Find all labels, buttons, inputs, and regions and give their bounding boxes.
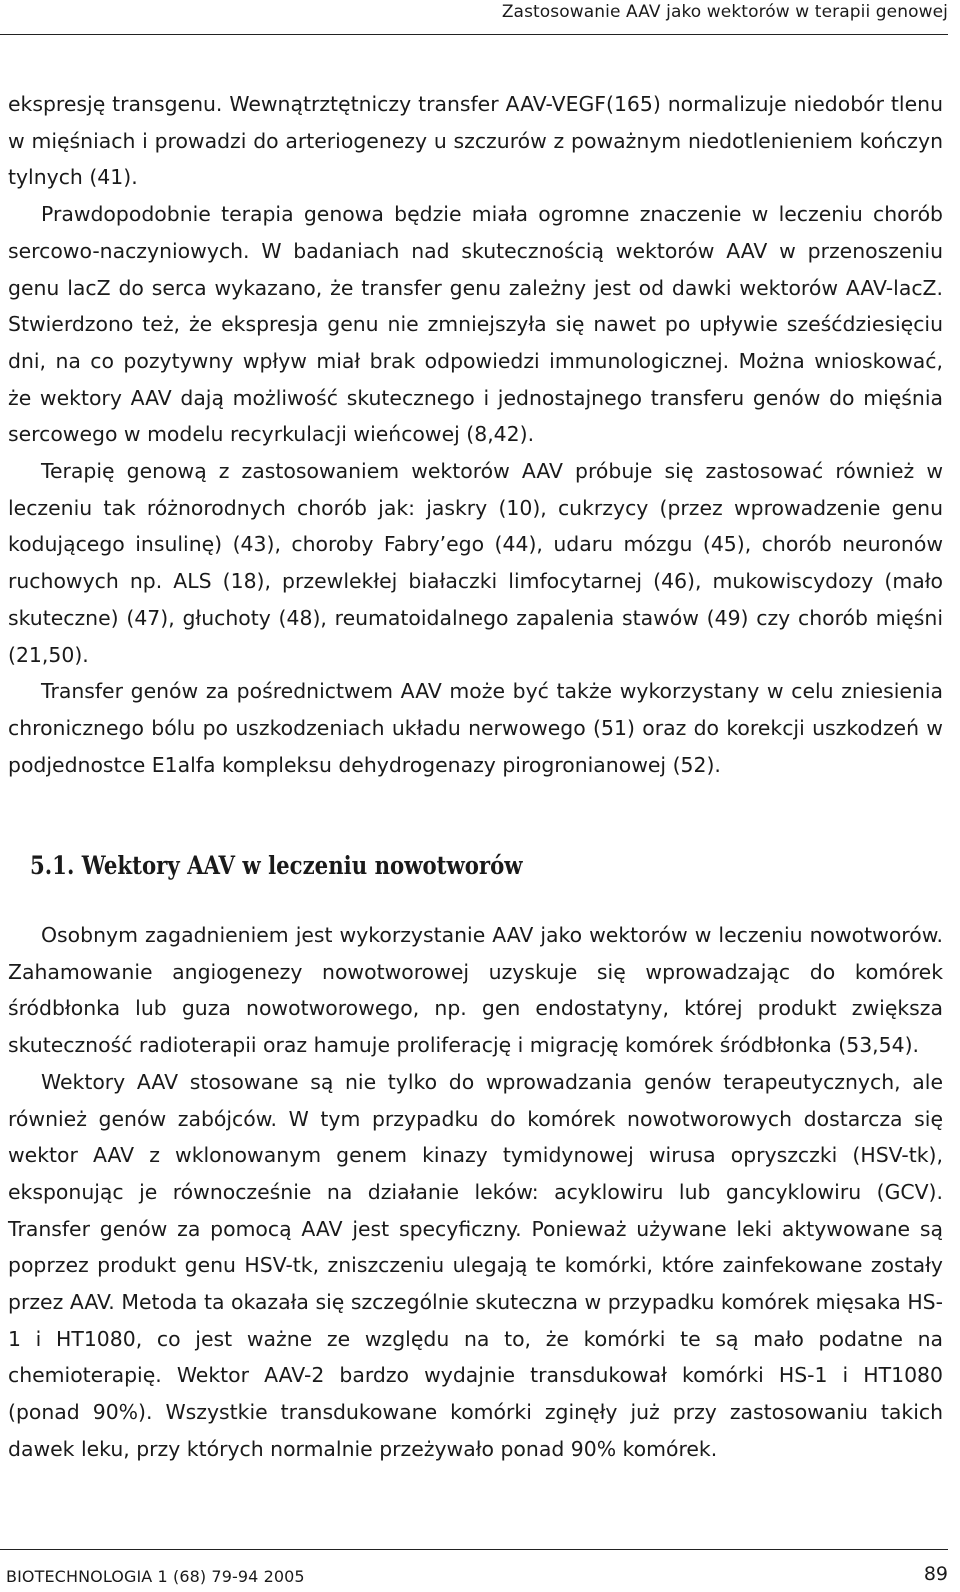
- header-rule: [0, 34, 948, 35]
- paragraph: Terapię genową z zastosowaniem wektorów AAV próbuje się zastosować również w leczeniu tak różnorodnych chorób jak: jaskry (10), cukrzycy (przez wprowadzenie genu kodującego insulinę) (43), choroby Fabry’ego (44), udaru mózgu (45), chorób neuronów ruchowych np. ALS (18), przewlekłej białaczki limfocytarnej (46), mukowiscydozy (mało skuteczne) (47), głuchoty (48), reumatoidalnego zapalenia stawów (49) czy chorób mięśni (21,50).: [8, 459, 943, 667]
- body-text-top: [8, 86, 943, 783]
- paragraph: Transfer genów za pośrednictwem AAV może być także wykorzystany w celu zniesienia chronicznego bólu po uszkodzeniach układu nerwowego (51) oraz do korekcji uszkodzeń w podjednostce E1alfa kompleksu dehydrogenazy pirogronianowej (52).: [8, 679, 943, 777]
- journal-citation: BIOTECHNOLOGIA 1 (68) 79-94 2005: [6, 1567, 305, 1586]
- paragraph: Osobnym zagadnieniem jest wykorzystanie AAV jako wektorów w leczeniu nowotworów. Zahamowanie angiogenezy nowotworowej uzyskuje się wprowadzając do komórek śródbłonka lub guza nowotworowego, np. gen endostatyny, której produkt zwiększa skuteczność radioterapii oraz hamuje proliferację i migrację komórek śródbłonka (53,54).: [8, 923, 943, 1058]
- section-heading: 5.1. Wektory AAV w leczeniu nowotworów: [30, 851, 523, 880]
- paragraph: ekspresję transgenu. Wewnątrztętniczy transfer AAV-VEGF(165) normalizuje niedobór tlenu w mięśniach i prowadzi do arteriogenezy u szczurów z poważnym niedotlenieniem kończyn tylnych (41).: [8, 92, 943, 190]
- paragraph: Prawdopodobnie terapia genowa będzie miała ogromne znaczenie w leczeniu chorób sercowo-naczyniowych. W badaniach nad skutecznością wektorów AAV w przenoszeniu genu lacZ do serca wykazano, że transfer genu zależny jest od dawki wektorów AAV-lacZ. Stwierdzono też, że ekspresja genu nie zmniejszyła się nawet po upływie sześćdziesięciu dni, na co pozytywny wpływ miał brak odpowiedzi immunologicznej. Można wnioskować, że wektory AAV dają możliwość skutecznego i jednostajnego transferu genów do mięśnia sercowego w modelu recyrkulacji wieńcowej (8,42).: [8, 202, 943, 447]
- page-number: 89: [923, 1563, 948, 1585]
- running-header: Zastosowanie AAV jako wektorów w terapii genowej: [501, 2, 948, 22]
- body-text-bottom: [8, 917, 943, 1468]
- paragraph: Wektory AAV stosowane są nie tylko do wprowadzania genów terapeutycznych, ale również genów zabójców. W tym przypadku do komórek nowotworowych dostarcza się wektor AAV z wklonowanym genem kinazy tymidynowej wirusa opryszczki (HSV-tk), eksponując je równocześnie na działanie leków: acyklowiru lub gancyklowiru (GCV). Transfer genów za pomocą AAV jest specyficzny. Ponieważ używane leki aktywowane są poprzez produkt genu HSV-tk, zniszczeniu ulegają te komórki, które zainfekowane zostały przez AAV. Metoda ta okazała się szczególnie skuteczna w przypadku komórek mięsaka HS-1 i HT1080, co jest ważne ze względu na to, że komórki te są mało podatne na chemioterapię. Wektor AAV-2 bardzo wydajnie transdukował komórki HS-1 i HT1080 (ponad 90%). Wszystkie transdukowane komórki zginęły już przy zastosowaniu takich dawek leku, przy których normalnie przeżywało ponad 90% komórek.: [8, 1069, 943, 1461]
- footer-rule: [0, 1549, 948, 1550]
